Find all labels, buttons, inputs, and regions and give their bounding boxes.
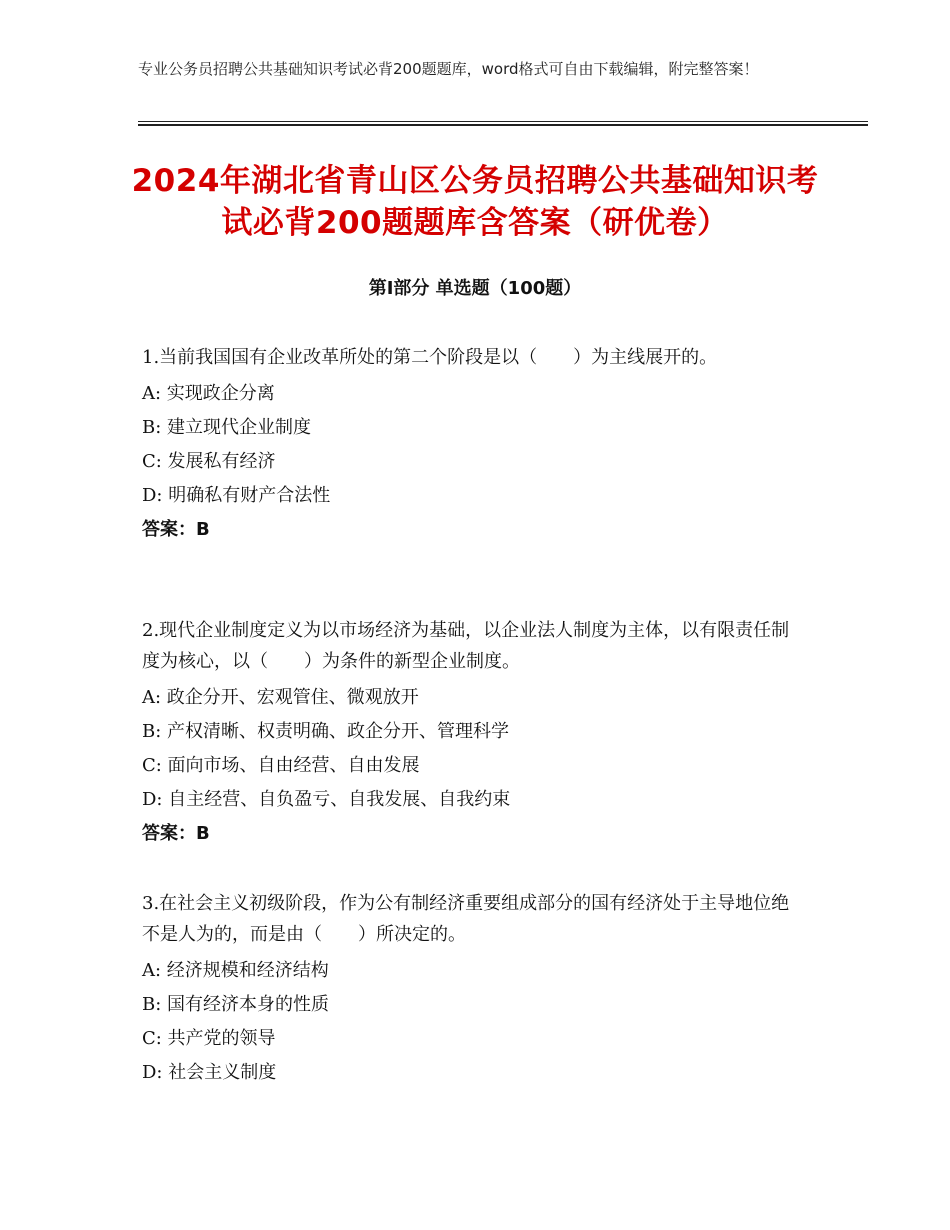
header-divider [138, 121, 868, 122]
option-c: C: 发展私有经济 [142, 451, 276, 472]
question-stem: 1.当前我国国有企业改革所处的第二个阶段是以（ ）为主线展开的。 [142, 347, 718, 368]
option-a: A: 经济规模和经济结构 [142, 960, 329, 981]
option-b: B: 国有经济本身的性质 [142, 994, 330, 1015]
answer-line: 答案：B [142, 823, 210, 844]
option-c: C: 共产党的领导 [142, 1028, 276, 1049]
question-2 [142, 615, 802, 851]
option-a: A: 实现政企分离 [142, 383, 275, 404]
option-d: D: 明确私有财产合法性 [142, 485, 331, 506]
document-title: 2024年湖北省青山区公务员招聘公共基础知识考试必背200题题库含答案（研优卷） [131, 163, 819, 241]
section-title: 第Ⅰ部分 单选题（100题） [368, 278, 582, 299]
question-stem: 3.在社会主义初级阶段，作为公有制经济重要组成部分的国有经济处于主导地位绝不是人为的，而是由（ ）所决定的。 [142, 893, 790, 945]
option-c: C: 面向市场、自由经营、自由发展 [142, 755, 420, 776]
header-divider-thick [138, 124, 868, 126]
answer-line: 答案：B [142, 519, 210, 540]
option-b: B: 产权清晰、权责明确、政企分开、管理科学 [142, 721, 510, 742]
option-b: B: 建立现代企业制度 [142, 417, 312, 438]
question-3 [142, 888, 802, 1090]
header-note: 专业公务员招聘公共基础知识考试必背200题题库，word格式可自由下载编辑，附完整答案！ [138, 60, 759, 78]
option-a: A: 政企分开、宏观管住、微观放开 [142, 687, 419, 708]
question-stem: 2.现代企业制度定义为以市场经济为基础，以企业法人制度为主体，以有限责任制度为核心，以（ ）为条件的新型企业制度。 [142, 620, 790, 672]
question-1 [142, 342, 802, 547]
option-d: D: 自主经营、自负盈亏、自我发展、自我约束 [142, 789, 511, 810]
option-d: D: 社会主义制度 [142, 1062, 277, 1083]
